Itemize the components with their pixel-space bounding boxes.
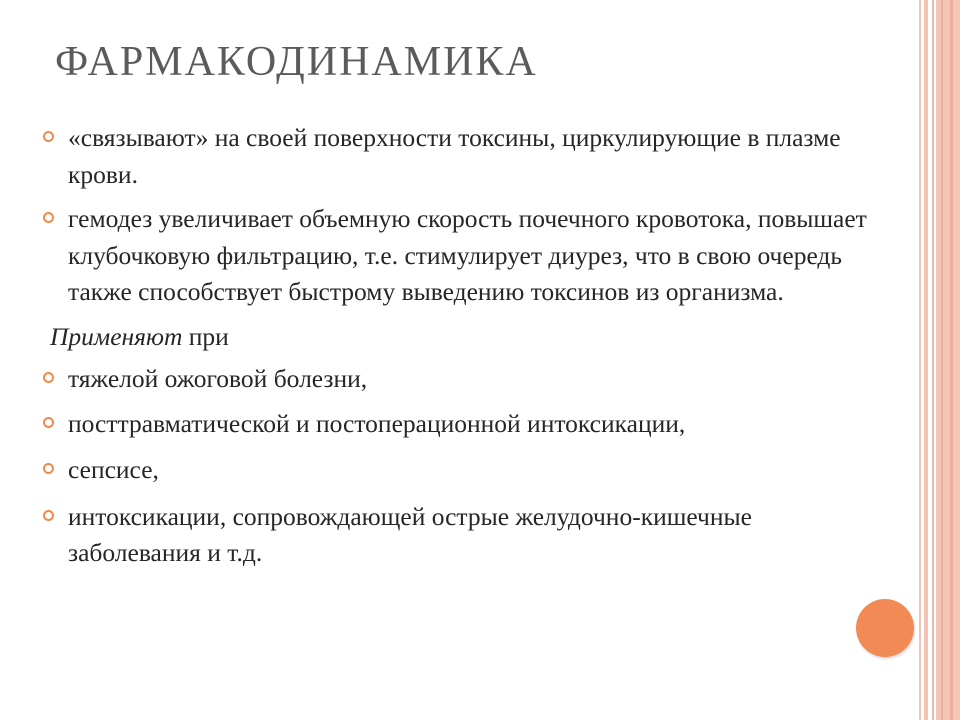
bullet-text: тяжелой ожоговой болезни, [68, 364, 368, 393]
bullet-text: интоксикации, сопровождающей острые желудочно-кишечные заболевания и т.д. [68, 501, 752, 567]
bullet-item [40, 406, 870, 443]
right-decorative-band [936, 0, 960, 720]
right-decorative-stripe [950, 0, 953, 720]
bullet-text: посттравматической и постоперационной интоксикации, [68, 408, 686, 438]
right-decorative-stripe [941, 0, 943, 720]
bullet-item [40, 120, 870, 193]
bullet-circle-icon [43, 372, 54, 383]
bullet-text: сепсисе, [68, 455, 159, 484]
right-decorative-stripe [919, 0, 921, 720]
bullet-circle-icon [43, 463, 54, 474]
bullet-circle-icon [43, 510, 54, 521]
bullet-item [40, 201, 870, 311]
bullet-item [40, 499, 870, 572]
bullet-circle-icon [43, 131, 54, 142]
bullet-text: «связывают» на своей поверхности токсины, циркулирующие в плазме крови. [68, 123, 841, 189]
bullet-item [40, 452, 870, 489]
orange-circle-decoration-icon [856, 599, 914, 657]
slide-content [40, 120, 870, 578]
bullet-circle-icon [43, 417, 54, 428]
right-decorative-stripe [924, 0, 928, 720]
bullet-circle-icon [43, 212, 54, 223]
apply-heading-italic: Применяют [50, 321, 183, 351]
right-decorative-stripe [932, 0, 934, 720]
bullet-text: гемодез увеличивает объемную скорость почечного кровотока, повышает клубочковую фильтрацию, т.е. стимулирует диурез, что в свою очередь также способствует быстрому выведению токсинов из организма. [68, 204, 867, 306]
bullet-item [40, 361, 870, 398]
apply-heading [40, 319, 870, 356]
apply-heading-rest: при [182, 321, 229, 351]
slide-title: ФАРМАКОДИНАМИКА [55, 39, 538, 85]
